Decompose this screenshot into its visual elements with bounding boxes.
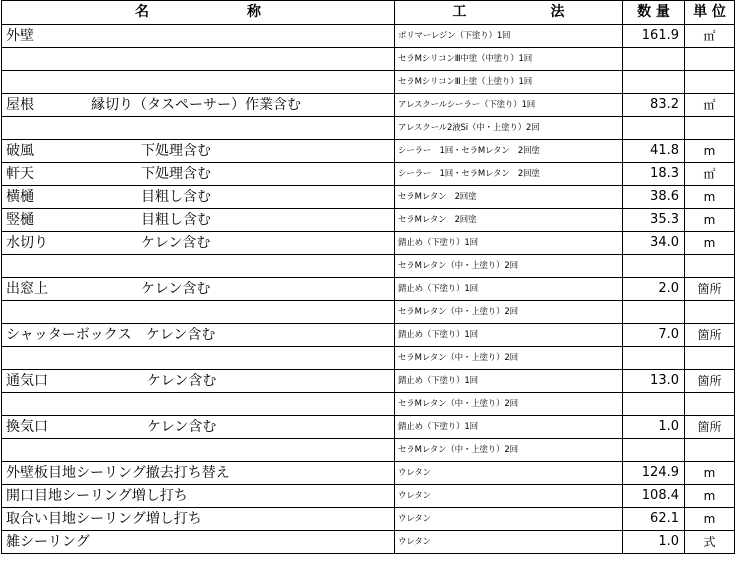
item-name-cell: [2, 347, 395, 370]
table-row: [2, 462, 735, 485]
method-cell: セラMシリコンⅢ中塗（中塗り）1回: [395, 48, 623, 71]
table-row: [2, 531, 735, 554]
item-name-cell: [2, 255, 395, 278]
method-cell: ウレタン: [395, 531, 623, 554]
item-name-cell: [2, 370, 395, 393]
item-name-cell: [2, 163, 395, 186]
unit-cell: 式: [685, 531, 735, 554]
table-row: [2, 117, 735, 140]
unit-cell: 箇所: [685, 416, 735, 439]
method-cell: 錆止め（下塗り）1回: [395, 232, 623, 255]
quantity-cell: [623, 347, 685, 370]
quantity-cell: 161.9: [623, 25, 685, 48]
item-note: ケレン含む: [147, 419, 217, 435]
unit-cell: m: [685, 485, 735, 508]
method-cell: セラMレタン（中・上塗り）2回: [395, 439, 623, 462]
method-cell: 錆止め（下塗り）1回: [395, 370, 623, 393]
table-row: [2, 71, 735, 94]
unit-cell: [685, 255, 735, 278]
item-name: 外壁板目地シーリング撤去打ち替え: [6, 465, 230, 481]
unit-cell: ㎡: [685, 94, 735, 117]
unit-cell: [685, 439, 735, 462]
item-name-cell: [2, 48, 395, 71]
quantity-cell: 62.1: [623, 508, 685, 531]
unit-cell: m: [685, 186, 735, 209]
item-name-cell: [2, 301, 395, 324]
item-note: 下処理含む: [141, 166, 211, 182]
item-name-cell: [2, 140, 395, 163]
unit-cell: 箇所: [685, 370, 735, 393]
table-row: [2, 140, 735, 163]
method-cell: 錆止め（下塗り）1回: [395, 416, 623, 439]
quantity-cell: 38.6: [623, 186, 685, 209]
method-cell: ポリマーレジン（下塗り）1回: [395, 25, 623, 48]
unit-cell: [685, 301, 735, 324]
quantity-cell: [623, 117, 685, 140]
table-row: [2, 301, 735, 324]
method-cell: アレスクールシーラー（下塗り）1回: [395, 94, 623, 117]
item-note: 縁切り（タスペーサー）作業含む: [91, 97, 301, 113]
item-name: 竪樋: [6, 212, 34, 228]
table-row: [2, 94, 735, 117]
method-cell: ウレタン: [395, 508, 623, 531]
item-name-cell: [2, 531, 395, 554]
quantity-cell: [623, 255, 685, 278]
item-name-cell: [2, 393, 395, 416]
quantity-cell: 35.3: [623, 209, 685, 232]
unit-cell: m: [685, 232, 735, 255]
item-name: 出窓上: [6, 281, 48, 297]
quantity-cell: [623, 71, 685, 94]
quantity-cell: 1.0: [623, 531, 685, 554]
method-cell: ウレタン: [395, 485, 623, 508]
unit-cell: m: [685, 140, 735, 163]
table-row: [2, 324, 735, 347]
unit-cell: 箇所: [685, 278, 735, 301]
quantity-cell: [623, 393, 685, 416]
method-cell: シーラー 1回・セラMレタン 2回塗: [395, 163, 623, 186]
item-name-cell: [2, 71, 395, 94]
method-cell: ウレタン: [395, 462, 623, 485]
estimate-table: [1, 0, 735, 554]
table-row: [2, 232, 735, 255]
item-note: ケレン含む: [146, 327, 216, 343]
quantity-cell: [623, 439, 685, 462]
header-unit: 単 位: [685, 1, 735, 25]
item-name-cell: [2, 439, 395, 462]
item-note: 目粗し含む: [141, 189, 211, 205]
quantity-cell: 13.0: [623, 370, 685, 393]
item-name: 水切り: [6, 235, 48, 251]
quantity-cell: [623, 48, 685, 71]
item-name-cell: [2, 232, 395, 255]
item-name: シャッターボックス: [6, 327, 132, 343]
item-name: 換気口: [6, 419, 48, 435]
method-cell: セラMレタン（中・上塗り）2回: [395, 301, 623, 324]
table-row: [2, 186, 735, 209]
method-cell: 錆止め（下塗り）1回: [395, 324, 623, 347]
method-cell: シーラー 1回・セラMレタン 2回塗: [395, 140, 623, 163]
item-name: 開口目地シーリング増し打ち: [6, 488, 188, 504]
item-note: 目粗し含む: [141, 212, 211, 228]
item-name-cell: [2, 462, 395, 485]
quantity-cell: 7.0: [623, 324, 685, 347]
quantity-cell: 41.8: [623, 140, 685, 163]
method-cell: アレスクール2液Si（中・上塗り）2回: [395, 117, 623, 140]
table-row: [2, 278, 735, 301]
item-name: 屋根: [6, 97, 34, 113]
item-name: 軒天: [6, 166, 34, 182]
item-name-cell: [2, 324, 395, 347]
item-name-cell: [2, 25, 395, 48]
unit-cell: m: [685, 508, 735, 531]
unit-cell: m: [685, 462, 735, 485]
item-name-cell: [2, 485, 395, 508]
table-row: [2, 163, 735, 186]
unit-cell: 箇所: [685, 324, 735, 347]
unit-cell: ㎡: [685, 163, 735, 186]
quantity-cell: 124.9: [623, 462, 685, 485]
method-cell: セラMレタン（中・上塗り）2回: [395, 255, 623, 278]
table-row: [2, 508, 735, 531]
quantity-cell: 83.2: [623, 94, 685, 117]
quantity-cell: 1.0: [623, 416, 685, 439]
table-row: [2, 370, 735, 393]
method-cell: セラMシリコンⅢ上塗（上塗り）1回: [395, 71, 623, 94]
method-cell: セラMレタン（中・上塗り）2回: [395, 393, 623, 416]
item-name: 横樋: [6, 189, 34, 205]
table-row: [2, 393, 735, 416]
table-row: [2, 209, 735, 232]
item-name: 取合い目地シーリング増し打ち: [6, 511, 202, 527]
item-name-cell: [2, 209, 395, 232]
header-name: 名 称: [2, 1, 395, 25]
quantity-cell: 2.0: [623, 278, 685, 301]
table-row: [2, 416, 735, 439]
item-name-cell: [2, 508, 395, 531]
item-name: 通気口: [6, 373, 48, 389]
header-row: [2, 1, 735, 25]
item-name-cell: [2, 278, 395, 301]
method-cell: セラMレタン 2回塗: [395, 209, 623, 232]
item-name-cell: [2, 94, 395, 117]
item-name-cell: [2, 117, 395, 140]
item-note: 下処理含む: [141, 143, 211, 159]
table-row: [2, 48, 735, 71]
item-note: ケレン含む: [147, 373, 217, 389]
unit-cell: [685, 48, 735, 71]
quantity-cell: 34.0: [623, 232, 685, 255]
unit-cell: ㎡: [685, 25, 735, 48]
item-name: 雑シーリング: [6, 534, 90, 550]
table-row: [2, 255, 735, 278]
table-row: [2, 485, 735, 508]
table-row: [2, 439, 735, 462]
item-name: 破風: [6, 143, 34, 159]
unit-cell: [685, 71, 735, 94]
method-cell: セラMレタン 2回塗: [395, 186, 623, 209]
item-name: 外壁: [6, 28, 34, 44]
unit-cell: [685, 393, 735, 416]
table-row: [2, 25, 735, 48]
method-cell: セラMレタン（中・上塗り）2回: [395, 347, 623, 370]
unit-cell: [685, 347, 735, 370]
item-note: ケレン含む: [141, 235, 211, 251]
item-note: ケレン含む: [141, 281, 211, 297]
quantity-cell: [623, 301, 685, 324]
table-row: [2, 347, 735, 370]
header-quantity: 数 量: [623, 1, 685, 25]
item-name-cell: [2, 416, 395, 439]
item-name-cell: [2, 186, 395, 209]
header-method: 工 法: [395, 1, 623, 25]
quantity-cell: 108.4: [623, 485, 685, 508]
unit-cell: m: [685, 209, 735, 232]
unit-cell: [685, 117, 735, 140]
quantity-cell: 18.3: [623, 163, 685, 186]
method-cell: 錆止め（下塗り）1回: [395, 278, 623, 301]
